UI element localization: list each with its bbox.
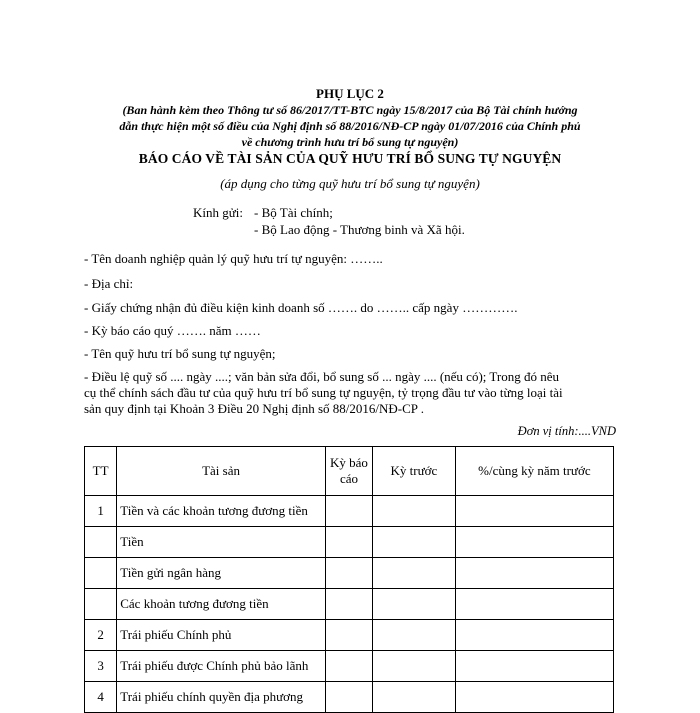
row-asset: Tiền — [117, 527, 326, 558]
table-row — [85, 589, 614, 620]
row-this-period — [325, 682, 372, 713]
row-tt: 3 — [85, 651, 117, 682]
row-this-period — [325, 496, 372, 527]
appendix-title: PHỤ LỤC 2 — [316, 86, 384, 101]
row-prev-period — [373, 651, 456, 682]
field-company-name: - Tên doanh nghiệp quản lý quỹ hưu trí tự nguyện: …….. — [84, 251, 383, 266]
header-yoy: %/cùng kỳ năm trước — [455, 447, 613, 496]
row-tt: 2 — [85, 620, 117, 651]
table-row — [85, 682, 614, 713]
row-this-period — [325, 589, 372, 620]
row-asset: Các khoản tương đương tiền — [117, 589, 326, 620]
table-header-row — [85, 447, 614, 496]
row-asset: Trái phiếu chính quyền địa phương — [117, 682, 326, 713]
header-asset: Tài sản — [117, 447, 326, 496]
report-subtitle: (áp dụng cho từng quỹ hưu trí bổ sung tự nguyện) — [220, 176, 480, 191]
recipient-line-2: - Bộ Lao động - Thương binh và Xã hội. — [254, 222, 465, 237]
row-prev-period — [373, 496, 456, 527]
issued-line-3: về chương trình hưu trí bổ sung tự nguyện) — [241, 135, 459, 149]
row-prev-period — [373, 620, 456, 651]
table-row — [85, 496, 614, 527]
row-asset: Trái phiếu được Chính phủ bảo lãnh — [117, 651, 326, 682]
row-tt: 4 — [85, 682, 117, 713]
row-asset: Trái phiếu Chính phủ — [117, 620, 326, 651]
row-yoy — [455, 620, 613, 651]
row-yoy — [455, 527, 613, 558]
field-charter-line-1: - Điều lệ quỹ số .... ngày ....; văn bản sửa đổi, bổ sung số ... ngày .... (nếu có); Trong đó nêu — [84, 369, 559, 384]
row-this-period — [325, 651, 372, 682]
row-tt — [85, 589, 117, 620]
row-prev-period — [373, 589, 456, 620]
report-title: BÁO CÁO VỀ TÀI SẢN CỦA QUỸ HƯU TRÍ BỔ SUNG TỰ NGUYỆN — [138, 151, 562, 166]
field-charter-line-2: cụ thể chính sách đầu tư của quỹ hưu trí bổ sung tự nguyện, tỷ trọng đầu tư vào từng loại tài — [84, 385, 563, 400]
row-this-period — [325, 620, 372, 651]
row-yoy — [455, 496, 613, 527]
field-charter-line-3: sản quy định tại Khoản 3 Điều 20 Nghị định số 88/2016/NĐ-CP . — [84, 401, 425, 416]
field-license: - Giấy chứng nhận đủ điều kiện kinh doanh số ……. do …….. cấp ngày …………. — [84, 300, 518, 315]
row-yoy — [455, 651, 613, 682]
row-prev-period — [373, 527, 456, 558]
row-prev-period — [373, 682, 456, 713]
row-yoy — [455, 558, 613, 589]
issued-line-1: (Ban hành kèm theo Thông tư số 86/2017/TT-BTC ngày 15/8/2017 của Bộ Tài chính hướng — [122, 103, 578, 117]
currency-unit: Đơn vị tính:....VND — [517, 424, 616, 438]
field-report-period: - Kỳ báo cáo quý ……. năm …… — [84, 323, 261, 338]
issued-line-2: dẫn thực hiện một số điều của Nghị định số 88/2016/NĐ-CP ngày 01/07/2016 của Chính phủ — [119, 119, 581, 133]
table-row — [85, 651, 614, 682]
table-row — [85, 527, 614, 558]
row-tt: 1 — [85, 496, 117, 527]
recipient-line-1: - Bộ Tài chính; — [254, 205, 333, 220]
row-asset: Tiền gửi ngân hàng — [117, 558, 326, 589]
row-this-period — [325, 558, 372, 589]
header-this-period: Kỳ báo cáo — [325, 447, 372, 496]
field-fund-name: - Tên quỹ hưu trí bổ sung tự nguyện; — [84, 346, 276, 361]
row-tt — [85, 558, 117, 589]
row-yoy — [455, 589, 613, 620]
row-yoy — [455, 682, 613, 713]
table-row — [85, 620, 614, 651]
row-tt — [85, 527, 117, 558]
row-asset: Tiền và các khoản tương đương tiền — [117, 496, 326, 527]
row-this-period — [325, 527, 372, 558]
header-prev-period: Kỳ trước — [373, 447, 456, 496]
recipient-label: Kính gửi: — [193, 205, 244, 220]
table-row — [85, 558, 614, 589]
asset-table — [84, 446, 614, 713]
row-prev-period — [373, 558, 456, 589]
header-tt: TT — [85, 447, 117, 496]
field-address: - Địa chỉ: — [84, 276, 134, 291]
